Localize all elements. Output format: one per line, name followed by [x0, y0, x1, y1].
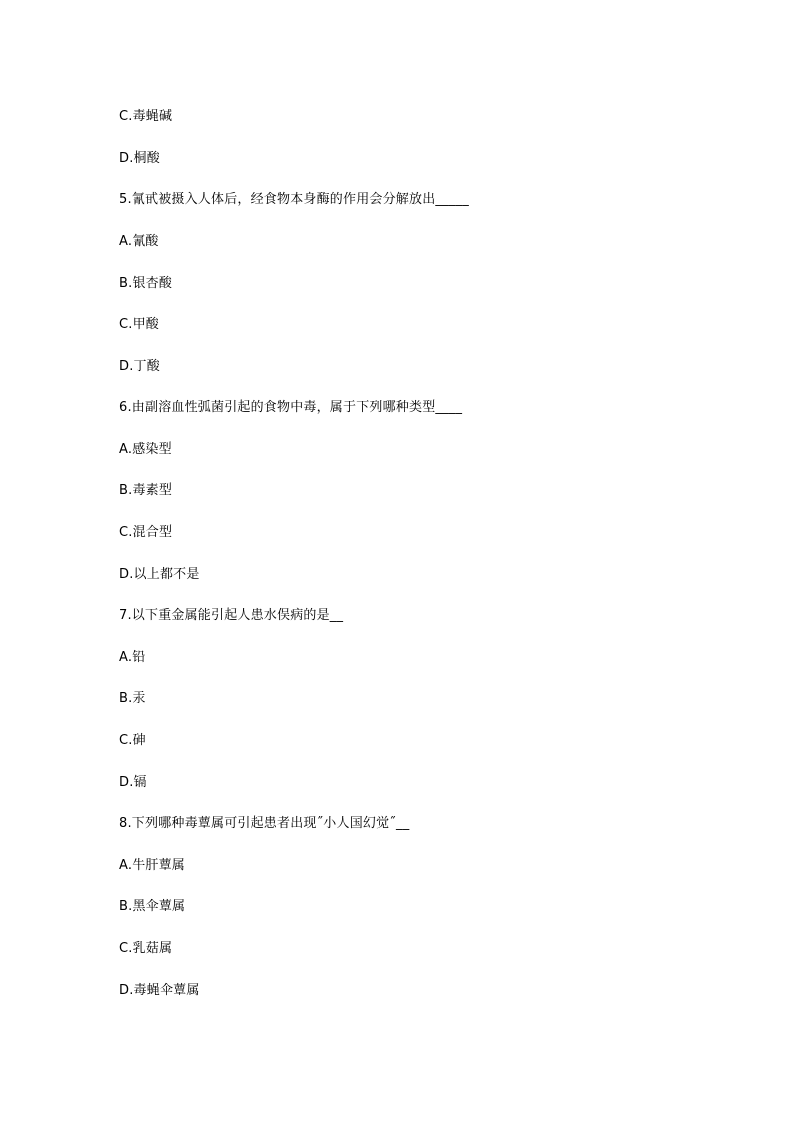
option-c-q4: C.毒蝇碱 [119, 109, 173, 124]
question-7: 7.以下重金属能引起人患水俣病的是__ [119, 608, 344, 623]
option-a-q8: A.牛肝蕈属 [119, 858, 185, 873]
option-b-q8: B.黑伞蕈属 [119, 899, 186, 914]
option-c-q6: C.混合型 [119, 525, 173, 540]
option-b-q6: B.毒素型 [119, 483, 173, 498]
question-8: 8.下列哪种毒蕈属可引起患者出现˝小人国幻觉˝__ [119, 816, 410, 831]
option-a-q6: A.感染型 [119, 442, 172, 457]
option-d-q8: D.毒蝇伞蕈属 [119, 983, 200, 998]
option-d-q7: D.镉 [119, 775, 147, 790]
option-d-q5: D.丁酸 [119, 359, 160, 374]
option-c-q8: C.乳菇属 [119, 941, 173, 956]
option-b-q7: B.汞 [119, 691, 146, 706]
option-a-q5: A.氰酸 [119, 234, 159, 249]
option-a-q7: A.铅 [119, 650, 146, 665]
question-5: 5.氰甙被摄入人体后，经食物本身酶的作用会分解放出_____ [119, 192, 469, 207]
option-d-q6: D.以上都不是 [119, 567, 200, 582]
option-d-q4: D.桐酸 [119, 151, 160, 166]
option-c-q5: C.甲酸 [119, 317, 160, 332]
question-6: 6.由副溶血性弧菌引起的食物中毒，属于下列哪种类型____ [119, 400, 463, 415]
option-c-q7: C.砷 [119, 733, 146, 748]
option-b-q5: B.银杏酸 [119, 276, 173, 291]
